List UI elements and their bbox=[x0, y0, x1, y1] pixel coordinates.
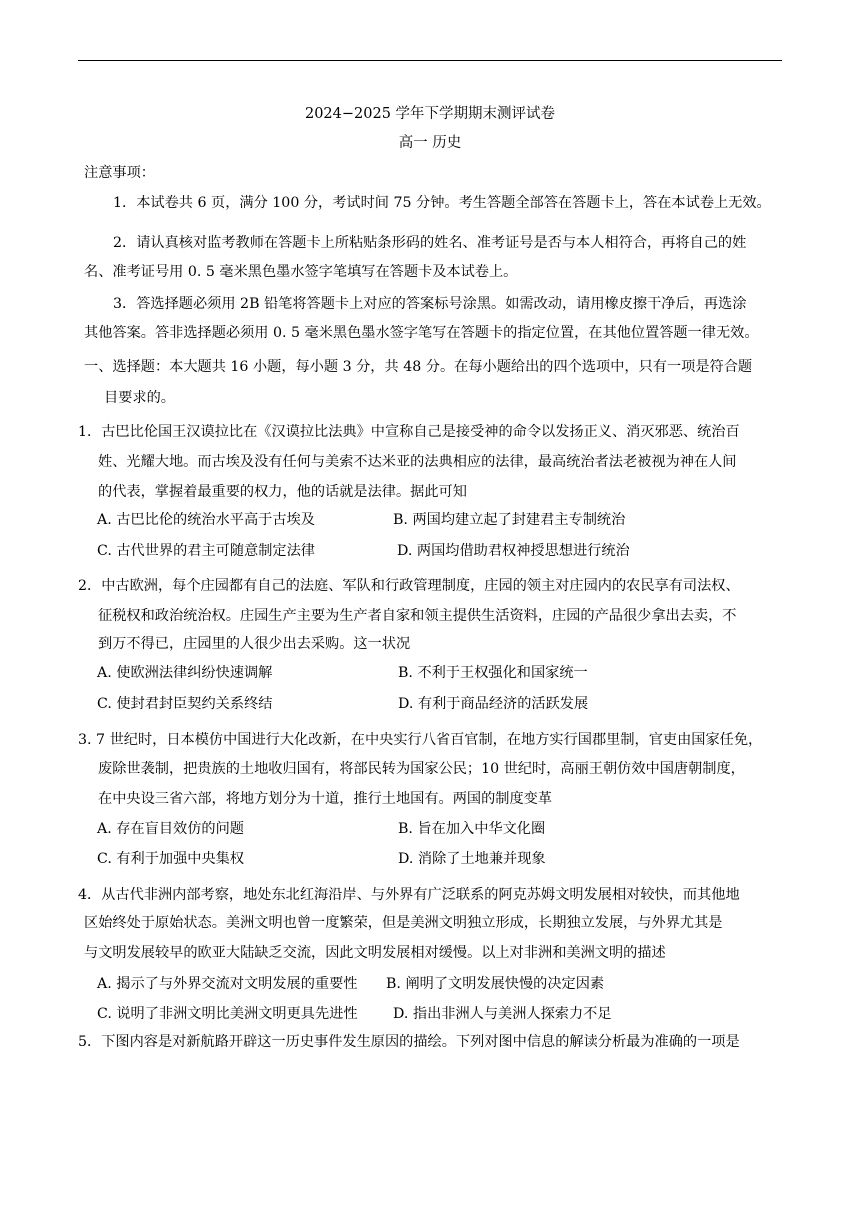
q1-stem-line-3: 的代表，掌握着最重要的权力，他的话就是法律。据此可知 bbox=[98, 484, 467, 500]
q5-stem-line-1: 5．下图内容是对新航路开辟这一历史事件发生原因的描绘。下列对图中信息的解读分析最为准确的一项是 bbox=[78, 1034, 740, 1050]
note-3-line-2: 其他答案。答非选择题必须用 0. 5 毫米黑色墨水签字笔写在答题卡的指定位置，在其他位置答题一律无效。 bbox=[84, 325, 759, 341]
q3-stem-line-2: 废除世袭制，把贵族的土地收归国有，将部民转为国家公民；10 世纪时，高丽王朝仿效中国唐朝制度， bbox=[98, 761, 745, 777]
q2-option-c[interactable]: C. 使封君封臣契约关系终结 bbox=[97, 696, 273, 712]
q3-option-a[interactable]: A. 存在盲目效仿的问题 bbox=[97, 821, 244, 837]
q4-stem-line-3: 与文明发展较早的欧亚大陆缺乏交流，因此文明发展相对缓慢。以上对非洲和美洲文明的描述 bbox=[84, 945, 666, 961]
q4-option-d[interactable]: D. 指出非洲人与美洲人探索力不足 bbox=[393, 1006, 612, 1022]
q1-option-c[interactable]: C. 古代世界的君主可随意制定法律 bbox=[97, 543, 315, 559]
q3-option-d[interactable]: D. 消除了土地兼并现象 bbox=[398, 851, 546, 867]
notes-heading: 注意事项： bbox=[84, 165, 155, 181]
exam-title: 2024−2025 学年下学期期末测评试卷 bbox=[304, 106, 556, 122]
note-2-line-1: 2．请认真核对监考教师在答题卡上所粘贴条形码的姓名、准考证号是否与本人相符合，再将自己的姓 bbox=[113, 235, 747, 251]
header-rule bbox=[78, 60, 782, 61]
note-3-line-1: 3．答选择题必须用 2B 铅笔将答题卡上对应的答案标号涂黑。如需改动，请用橡皮擦干净后，再选涂 bbox=[113, 296, 747, 312]
q2-stem-line-1: 2．中古欧洲，每个庄园都有自己的法庭、军队和行政管理制度，庄园的领主对庄园内的农民享有司法权、 bbox=[78, 578, 740, 594]
section-1-heading-line-1: 一、选择题：本大题共 16 小题，每小题 3 分，共 48 分。在每小题给出的四个选项中，只有一项是符合题 bbox=[84, 359, 753, 375]
note-1-line-1: 1．本试卷共 6 页，满分 100 分，考试时间 75 分钟。考生答题全部答在答题卡上，答在本试卷上无效。 bbox=[113, 195, 771, 211]
q4-stem-line-2: 区始终处于原始状态。美洲文明也曾一度繁荣，但是美洲文明独立形成，长期独立发展，与外界尤其是 bbox=[84, 915, 723, 931]
q1-stem-line-2: 姓、光耀大地。而古埃及没有任何与美索不达米亚的法典相应的法律，最高统治者法老被视为神在人间 bbox=[98, 454, 737, 470]
q3-option-c[interactable]: C. 有利于加强中央集权 bbox=[97, 851, 245, 867]
q4-option-c[interactable]: C. 说明了非洲文明比美洲文明更具先进性 bbox=[97, 1006, 358, 1022]
q3-stem-line-1: 3. 7 世纪时，日本模仿中国进行大化改新，在中央实行八省百官制，在地方实行国郡里制，官吏由国家任免， bbox=[78, 732, 763, 748]
q3-option-b[interactable]: B. 旨在加入中华文化圈 bbox=[398, 821, 546, 837]
q4-option-b[interactable]: B. 阐明了文明发展快慢的决定因素 bbox=[386, 976, 605, 992]
q3-stem-line-3: 在中央设三省六部，将地方划分为十道，推行土地国有。两国的制度变革 bbox=[98, 791, 553, 807]
q2-stem-line-2: 征税权和政治统治权。庄园生产主要为生产者自家和领主提供生活资料，庄园的产品很少拿出去卖，不 bbox=[98, 608, 737, 624]
q4-option-a[interactable]: A. 揭示了与外界交流对文明发展的重要性 bbox=[97, 976, 358, 992]
q1-option-d[interactable]: D. 两国均借助君权神授思想进行统治 bbox=[397, 543, 630, 559]
q2-option-b[interactable]: B. 不利于王权强化和国家统一 bbox=[398, 665, 588, 681]
note-2-line-2: 名、准考证号用 0. 5 毫米黑色墨水签字笔填写在答题卡及本试卷上。 bbox=[84, 264, 518, 280]
q2-option-a[interactable]: A. 使欧洲法律纠纷快速调解 bbox=[97, 665, 273, 681]
q1-option-b[interactable]: B. 两国均建立起了封建君主专制统治 bbox=[393, 512, 626, 528]
q1-stem-line-1: 1．古巴比伦国王汉谟拉比在《汉谟拉比法典》中宣称自己是接受神的命令以发扬正义、消灭邪恶、统治百 bbox=[78, 424, 740, 440]
q2-stem-line-3: 到万不得已，庄园里的人很少出去采购。这一状况 bbox=[98, 636, 411, 652]
exam-subject: 高一 历史 bbox=[398, 135, 462, 151]
q2-option-d[interactable]: D. 有利于商品经济的活跃发展 bbox=[398, 696, 589, 712]
section-1-heading-line-2: 目要求的。 bbox=[104, 390, 175, 406]
q4-stem-line-1: 4．从古代非洲内部考察，地处东北红海沿岸、与外界有广泛联系的阿克苏姆文明发展相对较快，而其他地 bbox=[78, 887, 740, 903]
q1-option-a[interactable]: A. 古巴比伦的统治水平高于古埃及 bbox=[97, 512, 315, 528]
